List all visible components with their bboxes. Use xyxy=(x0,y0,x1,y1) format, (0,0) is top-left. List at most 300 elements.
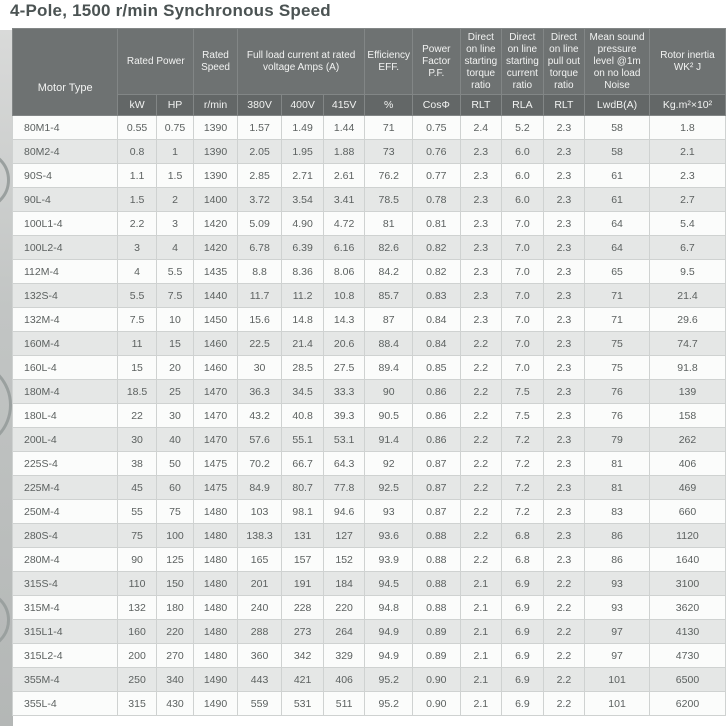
table-row xyxy=(13,332,726,356)
data-cell: 10 xyxy=(156,308,193,332)
data-cell: 531 xyxy=(282,692,324,716)
data-cell: 92 xyxy=(365,452,413,476)
data-cell: 27.5 xyxy=(323,356,365,380)
data-cell: 30 xyxy=(118,428,156,452)
data-cell: 2.71 xyxy=(282,164,324,188)
motor-type-cell: 225S-4 xyxy=(13,452,118,476)
table-head xyxy=(13,29,726,116)
data-cell: 40.8 xyxy=(282,404,324,428)
data-cell: 25 xyxy=(156,380,193,404)
table-row xyxy=(13,284,726,308)
data-cell: 2.3 xyxy=(460,188,502,212)
data-cell: 1450 xyxy=(194,308,238,332)
header-sub-9: RLA xyxy=(502,95,544,116)
motor-type-cell: 180L-4 xyxy=(13,404,118,428)
data-cell: 340 xyxy=(156,668,193,692)
data-cell: 33.3 xyxy=(323,380,365,404)
data-cell: 101 xyxy=(585,668,650,692)
header-group-4: Efficiency EFF. xyxy=(365,29,413,95)
data-cell: 0.55 xyxy=(118,116,156,140)
data-cell: 64 xyxy=(585,212,650,236)
table-row xyxy=(13,404,726,428)
data-cell: 64 xyxy=(585,236,650,260)
data-cell: 75 xyxy=(585,356,650,380)
data-cell: 86 xyxy=(585,524,650,548)
data-cell: 1.44 xyxy=(323,116,365,140)
table-row xyxy=(13,644,726,668)
data-cell: 2.2 xyxy=(460,332,502,356)
data-cell: 0.88 xyxy=(413,548,461,572)
data-cell: 81 xyxy=(585,452,650,476)
motor-type-cell: 160M-4 xyxy=(13,332,118,356)
data-cell: 125 xyxy=(156,548,193,572)
data-cell: 2.2 xyxy=(460,428,502,452)
data-cell: 1.88 xyxy=(323,140,365,164)
data-cell: 6.8 xyxy=(502,548,544,572)
data-cell: 165 xyxy=(237,548,282,572)
data-cell: 66.7 xyxy=(282,452,324,476)
data-cell: 2.2 xyxy=(543,620,585,644)
motor-type-cell: 112M-4 xyxy=(13,260,118,284)
data-cell: 78.5 xyxy=(365,188,413,212)
data-cell: 71 xyxy=(585,284,650,308)
table-body xyxy=(13,116,726,716)
data-cell: 90 xyxy=(118,548,156,572)
data-cell: 1475 xyxy=(194,476,238,500)
data-cell: 0.75 xyxy=(156,116,193,140)
data-cell: 100 xyxy=(156,524,193,548)
data-cell: 76.2 xyxy=(365,164,413,188)
data-cell: 240 xyxy=(237,596,282,620)
data-cell: 2.7 xyxy=(649,188,725,212)
header-sub-5: 415V xyxy=(323,95,365,116)
table-row xyxy=(13,476,726,500)
data-cell: 15.6 xyxy=(237,308,282,332)
header-group-1: Rated Power xyxy=(118,29,194,95)
data-cell: 6.9 xyxy=(502,668,544,692)
data-cell: 15 xyxy=(118,356,156,380)
table-row xyxy=(13,620,726,644)
data-cell: 2.2 xyxy=(543,668,585,692)
data-cell: 5.5 xyxy=(156,260,193,284)
data-cell: 3 xyxy=(156,212,193,236)
data-cell: 94.6 xyxy=(323,500,365,524)
data-cell: 8.8 xyxy=(237,260,282,284)
data-cell: 2.3 xyxy=(543,116,585,140)
data-cell: 0.88 xyxy=(413,572,461,596)
data-cell: 1470 xyxy=(194,404,238,428)
data-cell: 74.7 xyxy=(649,332,725,356)
data-cell: 152 xyxy=(323,548,365,572)
motor-type-cell: 315L2-4 xyxy=(13,644,118,668)
table-row xyxy=(13,140,726,164)
data-cell: 2.3 xyxy=(543,380,585,404)
data-cell: 7.0 xyxy=(502,212,544,236)
header-sub-4: 400V xyxy=(282,95,324,116)
motor-type-cell: 90L-4 xyxy=(13,188,118,212)
data-cell: 406 xyxy=(649,452,725,476)
header-sub-7: CosΦ xyxy=(413,95,461,116)
motor-type-cell: 315M-4 xyxy=(13,596,118,620)
data-cell: 7.2 xyxy=(502,500,544,524)
data-cell: 138.3 xyxy=(237,524,282,548)
data-cell: 101 xyxy=(585,692,650,716)
data-cell: 2.3 xyxy=(460,140,502,164)
data-cell: 180 xyxy=(156,596,193,620)
data-cell: 7.5 xyxy=(502,404,544,428)
data-cell: 250 xyxy=(118,668,156,692)
data-cell: 1390 xyxy=(194,164,238,188)
data-cell: 2.1 xyxy=(460,620,502,644)
data-cell: 58 xyxy=(585,116,650,140)
data-cell: 0.85 xyxy=(413,356,461,380)
data-cell: 2.4 xyxy=(460,116,502,140)
data-cell: 77.8 xyxy=(323,476,365,500)
data-cell: 1.1 xyxy=(118,164,156,188)
data-cell: 40 xyxy=(156,428,193,452)
data-cell: 60 xyxy=(156,476,193,500)
data-cell: 0.86 xyxy=(413,380,461,404)
table-row xyxy=(13,596,726,620)
motor-type-cell: 225M-4 xyxy=(13,476,118,500)
data-cell: 1390 xyxy=(194,116,238,140)
motor-type-cell: 100L2-4 xyxy=(13,236,118,260)
table-row xyxy=(13,356,726,380)
data-cell: 2.3 xyxy=(649,164,725,188)
data-cell: 65 xyxy=(585,260,650,284)
data-cell: 0.90 xyxy=(413,692,461,716)
data-cell: 45 xyxy=(118,476,156,500)
data-cell: 1390 xyxy=(194,140,238,164)
data-cell: 7.2 xyxy=(502,452,544,476)
data-cell: 139 xyxy=(649,380,725,404)
data-cell: 1480 xyxy=(194,548,238,572)
data-cell: 2.3 xyxy=(543,212,585,236)
data-cell: 1420 xyxy=(194,212,238,236)
data-cell: 58 xyxy=(585,140,650,164)
data-cell: 1490 xyxy=(194,668,238,692)
header-sub-8: RLT xyxy=(460,95,502,116)
data-cell: 421 xyxy=(282,668,324,692)
data-cell: 61 xyxy=(585,188,650,212)
data-cell: 6.9 xyxy=(502,692,544,716)
data-cell: 0.83 xyxy=(413,284,461,308)
data-cell: 6.7 xyxy=(649,236,725,260)
table-row xyxy=(13,548,726,572)
data-cell: 6.39 xyxy=(282,236,324,260)
data-cell: 15 xyxy=(156,332,193,356)
data-cell: 90 xyxy=(365,380,413,404)
data-cell: 20.6 xyxy=(323,332,365,356)
data-cell: 6.0 xyxy=(502,188,544,212)
data-cell: 2.3 xyxy=(543,500,585,524)
data-cell: 0.86 xyxy=(413,404,461,428)
motor-type-cell: 315S-4 xyxy=(13,572,118,596)
table-row xyxy=(13,692,726,716)
data-cell: 360 xyxy=(237,644,282,668)
data-cell: 7.0 xyxy=(502,260,544,284)
data-cell: 92.5 xyxy=(365,476,413,500)
data-cell: 93 xyxy=(585,596,650,620)
motor-type-cell: 180M-4 xyxy=(13,380,118,404)
data-cell: 2.2 xyxy=(543,596,585,620)
data-cell: 55 xyxy=(118,500,156,524)
data-cell: 3.54 xyxy=(282,188,324,212)
data-cell: 9.5 xyxy=(649,260,725,284)
data-cell: 511 xyxy=(323,692,365,716)
data-cell: 6.8 xyxy=(502,524,544,548)
data-cell: 11 xyxy=(118,332,156,356)
table-row xyxy=(13,188,726,212)
data-cell: 2.3 xyxy=(543,164,585,188)
motor-type-cell: 315L1-4 xyxy=(13,620,118,644)
data-cell: 2.2 xyxy=(460,500,502,524)
data-cell: 0.82 xyxy=(413,260,461,284)
data-cell: 11.2 xyxy=(282,284,324,308)
data-cell: 2.2 xyxy=(460,524,502,548)
data-cell: 4730 xyxy=(649,644,725,668)
data-cell: 2.3 xyxy=(460,284,502,308)
data-cell: 200 xyxy=(118,644,156,668)
data-cell: 2.3 xyxy=(460,164,502,188)
header-sub-2: r/min xyxy=(194,95,238,116)
data-cell: 6200 xyxy=(649,692,725,716)
data-cell: 0.8 xyxy=(118,140,156,164)
table-row xyxy=(13,212,726,236)
data-cell: 0.87 xyxy=(413,500,461,524)
data-cell: 1480 xyxy=(194,500,238,524)
data-cell: 7.0 xyxy=(502,284,544,308)
header-sub-11: LwdB(A) xyxy=(585,95,650,116)
data-cell: 288 xyxy=(237,620,282,644)
data-cell: 0.84 xyxy=(413,332,461,356)
data-cell: 660 xyxy=(649,500,725,524)
table-row xyxy=(13,236,726,260)
table-row xyxy=(13,308,726,332)
data-cell: 81 xyxy=(365,212,413,236)
data-cell: 87 xyxy=(365,308,413,332)
data-cell: 2.3 xyxy=(543,308,585,332)
header-group-2: Rated Speed xyxy=(194,29,238,95)
data-cell: 94.9 xyxy=(365,644,413,668)
data-cell: 2.3 xyxy=(460,212,502,236)
data-cell: 1480 xyxy=(194,572,238,596)
data-cell: 89.4 xyxy=(365,356,413,380)
data-cell: 0.82 xyxy=(413,236,461,260)
data-cell: 1470 xyxy=(194,428,238,452)
header-sub-0: kW xyxy=(118,95,156,116)
table-row xyxy=(13,116,726,140)
data-cell: 2.3 xyxy=(460,236,502,260)
data-cell: 2.3 xyxy=(543,332,585,356)
data-cell: 2.2 xyxy=(543,572,585,596)
header-group-5: Power Factor P.F. xyxy=(413,29,461,95)
data-cell: 2.3 xyxy=(543,404,585,428)
header-sub-3: 380V xyxy=(237,95,282,116)
data-cell: 3 xyxy=(118,236,156,260)
header-group-9: Mean sound pressure level @1m on no load Noise xyxy=(585,29,650,95)
data-cell: 94.5 xyxy=(365,572,413,596)
data-cell: 443 xyxy=(237,668,282,692)
data-cell: 0.88 xyxy=(413,524,461,548)
header-sub-12: Kg.m²×10² xyxy=(649,95,725,116)
data-cell: 8.36 xyxy=(282,260,324,284)
motor-type-cell: 280M-4 xyxy=(13,548,118,572)
data-cell: 71 xyxy=(365,116,413,140)
data-cell: 6.9 xyxy=(502,596,544,620)
data-cell: 38 xyxy=(118,452,156,476)
data-cell: 6.9 xyxy=(502,644,544,668)
motor-fin-circle xyxy=(0,360,12,450)
data-cell: 2.3 xyxy=(543,188,585,212)
data-cell: 273 xyxy=(282,620,324,644)
data-cell: 7.5 xyxy=(156,284,193,308)
data-cell: 2.1 xyxy=(460,596,502,620)
data-cell: 6.78 xyxy=(237,236,282,260)
data-cell: 14.3 xyxy=(323,308,365,332)
data-cell: 71 xyxy=(585,308,650,332)
page-title: 4-Pole, 1500 r/min Synchronous Speed xyxy=(10,1,331,20)
data-cell: 2.3 xyxy=(543,476,585,500)
data-cell: 76 xyxy=(585,404,650,428)
motor-type-cell: 90S-4 xyxy=(13,164,118,188)
data-cell: 93.6 xyxy=(365,524,413,548)
data-cell: 1435 xyxy=(194,260,238,284)
data-cell: 2 xyxy=(156,188,193,212)
data-cell: 5.2 xyxy=(502,116,544,140)
data-cell: 0.89 xyxy=(413,620,461,644)
data-cell: 2.2 xyxy=(460,476,502,500)
data-cell: 1.95 xyxy=(282,140,324,164)
data-cell: 131 xyxy=(282,524,324,548)
data-cell: 7.5 xyxy=(502,380,544,404)
data-cell: 7.0 xyxy=(502,308,544,332)
data-cell: 11.7 xyxy=(237,284,282,308)
header-group-8: Direct on line pull out torque ratio xyxy=(543,29,585,95)
motor-fin-circle xyxy=(0,150,10,210)
data-cell: 7.0 xyxy=(502,356,544,380)
data-cell: 2.3 xyxy=(460,308,502,332)
data-cell: 2.3 xyxy=(543,452,585,476)
data-cell: 2.2 xyxy=(543,692,585,716)
data-cell: 88.4 xyxy=(365,332,413,356)
data-cell: 29.6 xyxy=(649,308,725,332)
motor-type-cell: 355M-4 xyxy=(13,668,118,692)
data-cell: 82.6 xyxy=(365,236,413,260)
data-cell: 220 xyxy=(323,596,365,620)
data-cell: 6.9 xyxy=(502,572,544,596)
data-cell: 4 xyxy=(118,260,156,284)
data-cell: 469 xyxy=(649,476,725,500)
data-cell: 2.3 xyxy=(543,284,585,308)
data-cell: 90.5 xyxy=(365,404,413,428)
data-cell: 220 xyxy=(156,620,193,644)
data-cell: 84.9 xyxy=(237,476,282,500)
data-cell: 2.3 xyxy=(543,236,585,260)
data-cell: 75 xyxy=(156,500,193,524)
data-cell: 2.61 xyxy=(323,164,365,188)
data-cell: 50 xyxy=(156,452,193,476)
data-cell: 53.1 xyxy=(323,428,365,452)
data-cell: 75 xyxy=(585,332,650,356)
data-cell: 406 xyxy=(323,668,365,692)
data-cell: 5.09 xyxy=(237,212,282,236)
data-cell: 2.2 xyxy=(460,380,502,404)
data-cell: 201 xyxy=(237,572,282,596)
table-row xyxy=(13,572,726,596)
data-cell: 2.1 xyxy=(649,140,725,164)
data-cell: 1480 xyxy=(194,644,238,668)
motor-type-cell: 80M1-4 xyxy=(13,116,118,140)
data-cell: 1480 xyxy=(194,596,238,620)
data-cell: 3.41 xyxy=(323,188,365,212)
data-cell: 2.85 xyxy=(237,164,282,188)
header-sub-10: RLT xyxy=(543,95,585,116)
data-cell: 315 xyxy=(118,692,156,716)
data-cell: 1120 xyxy=(649,524,725,548)
data-cell: 83 xyxy=(585,500,650,524)
header-group-10: Rotor inertia WK² J xyxy=(649,29,725,95)
data-cell: 5.5 xyxy=(118,284,156,308)
data-cell: 7.0 xyxy=(502,236,544,260)
data-cell: 22 xyxy=(118,404,156,428)
table-row xyxy=(13,380,726,404)
data-cell: 93 xyxy=(365,500,413,524)
data-cell: 4130 xyxy=(649,620,725,644)
data-cell: 1400 xyxy=(194,188,238,212)
data-cell: 228 xyxy=(282,596,324,620)
data-cell: 73 xyxy=(365,140,413,164)
data-cell: 0.90 xyxy=(413,668,461,692)
data-cell: 191 xyxy=(282,572,324,596)
data-cell: 64.3 xyxy=(323,452,365,476)
data-cell: 2.2 xyxy=(543,644,585,668)
data-cell: 30 xyxy=(156,404,193,428)
data-cell: 6500 xyxy=(649,668,725,692)
data-cell: 4.90 xyxy=(282,212,324,236)
data-cell: 132 xyxy=(118,596,156,620)
data-cell: 0.81 xyxy=(413,212,461,236)
data-cell: 70.2 xyxy=(237,452,282,476)
data-cell: 4.72 xyxy=(323,212,365,236)
header-group-6: Direct on line starting torque ratio xyxy=(460,29,502,95)
data-cell: 2.2 xyxy=(118,212,156,236)
data-cell: 2.3 xyxy=(543,356,585,380)
data-cell: 94.8 xyxy=(365,596,413,620)
data-cell: 2.3 xyxy=(543,260,585,284)
data-cell: 39.3 xyxy=(323,404,365,428)
data-cell: 84.2 xyxy=(365,260,413,284)
data-cell: 2.3 xyxy=(460,260,502,284)
data-cell: 55.1 xyxy=(282,428,324,452)
data-cell: 0.84 xyxy=(413,308,461,332)
data-cell: 1.8 xyxy=(649,116,725,140)
data-cell: 262 xyxy=(649,428,725,452)
data-cell: 6.16 xyxy=(323,236,365,260)
data-cell: 150 xyxy=(156,572,193,596)
motor-type-cell: 132S-4 xyxy=(13,284,118,308)
table-row xyxy=(13,668,726,692)
header-sub-6: % xyxy=(365,95,413,116)
data-cell: 329 xyxy=(323,644,365,668)
data-cell: 1.49 xyxy=(282,116,324,140)
data-cell: 103 xyxy=(237,500,282,524)
data-cell: 2.05 xyxy=(237,140,282,164)
data-cell: 14.8 xyxy=(282,308,324,332)
data-cell: 43.2 xyxy=(237,404,282,428)
data-cell: 75 xyxy=(118,524,156,548)
data-cell: 7.2 xyxy=(502,476,544,500)
